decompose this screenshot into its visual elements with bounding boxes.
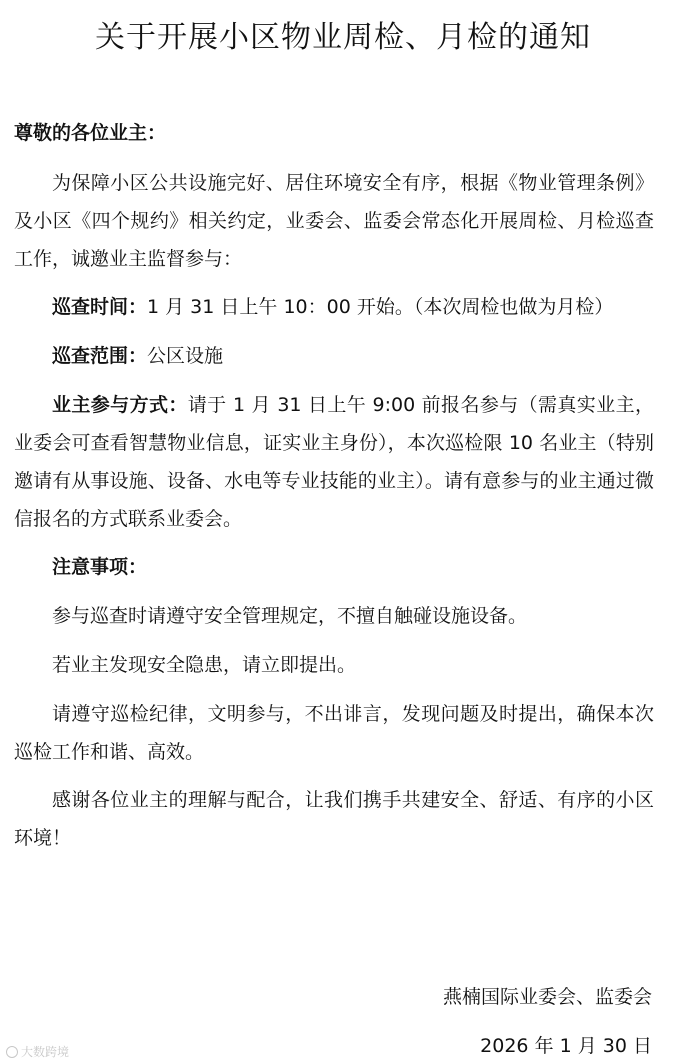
document-title: 关于开展小区物业周检、月检的通知: [95, 20, 591, 55]
inspection-time-value: 1 月 31 日上午 10：00 开始。（本次周检也做为月检）: [147, 296, 614, 318]
notes-heading: [14, 548, 654, 586]
participation-method-value: 请于 1 月 31 日上午 9:00 前报名参与（需真实业主，业委会可查看智慧物业信息，证实业主身份），本次巡检限 10 名业主（特别邀请有从事设施、设备、水电等专业技能的业主）。请有意参与的业主通过微信报名的方式联系业委会。: [14, 394, 654, 530]
inspection-scope-label: 巡查范围：: [52, 345, 148, 367]
closing-paragraph: 感谢各位业主的理解与配合，让我们携手共建安全、舒适、有序的小区环境！: [14, 789, 654, 849]
inspection-time-label: 巡查时间：: [52, 296, 148, 318]
participation-method: [14, 386, 654, 538]
note-item: 请遵守巡检纪律，文明参与，不出诽言，发现问题及时提出，确保本次巡检工作和谐、高效。: [14, 703, 654, 763]
greeting: 尊敬的各位业主：: [14, 122, 167, 144]
note-item: 若业主发现安全隐患，请立即提出。: [52, 654, 357, 676]
notes-heading-label: 注意事项：: [52, 556, 148, 578]
watermark-text: 大数跨境: [21, 1045, 70, 1059]
watermark-logo-icon: [6, 1046, 18, 1058]
inspection-scope: [14, 337, 654, 375]
signature: 燕楠国际业委会、监委会: [442, 986, 652, 1008]
inspection-time: [14, 288, 654, 326]
inspection-scope-value: 公区设施: [147, 345, 224, 367]
document-date: 2026 年 1 月 30 日: [480, 1035, 652, 1057]
participation-method-label: 业主参与方式：: [52, 394, 188, 416]
watermark: [6, 1043, 69, 1060]
document-body: [14, 164, 654, 867]
intro-paragraph: 为保障小区公共设施完好、居住环境安全有序，根据《物业管理条例》及小区《四个规约》相关约定，业委会、监委会常态化开展周检、月检巡查工作，诚邀业主监督参与：: [14, 172, 654, 270]
note-item: 参与巡查时请遵守安全管理规定，不擅自触碰设施设备。: [52, 605, 528, 627]
